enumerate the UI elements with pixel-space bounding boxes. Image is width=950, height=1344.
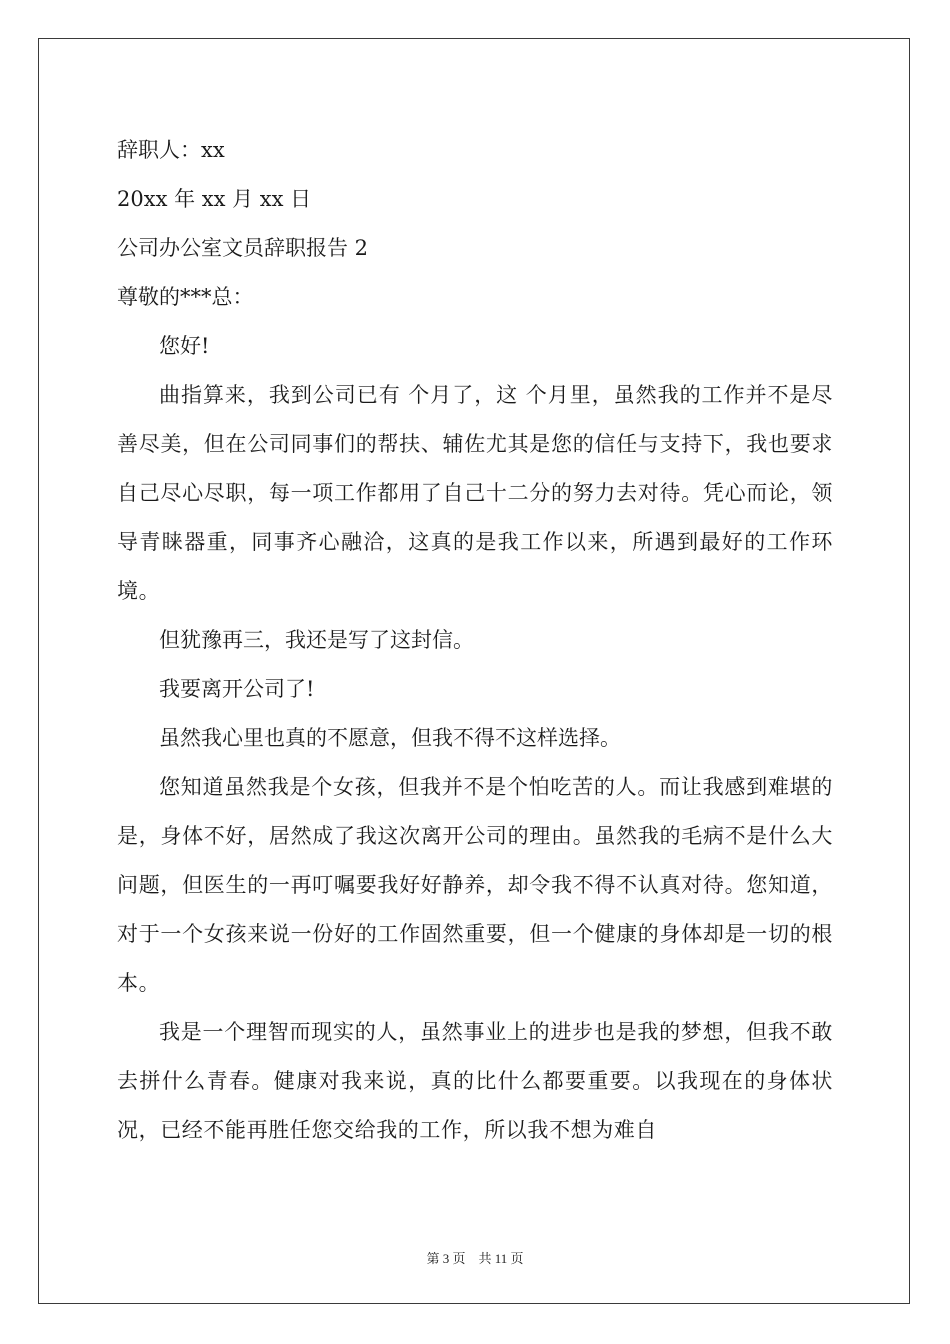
date-line: 20xx 年 xx 月 xx 日 [117, 187, 312, 211]
resigner-line: 辞职人：xx [117, 138, 225, 162]
paragraph-4: 虽然我心里也真的不愿意，但我不得不这样选择。 [159, 726, 621, 750]
document-body [117, 126, 833, 1155]
paragraph-5: 您知道虽然我是个女孩，但我并不是个怕吃苦的人。而让我感到难堪的是，身体不好，居然成了我这次离开公司的理由。虽然我的毛病不是什么大问题，但医生的一再叮嘱要我好好静养，却令我不得不认真对待。您知道，对于一个女孩来说一份好的工作固然重要，但一个健康的身体却是一切的根本。 [117, 775, 833, 995]
paragraph-6: 我是一个理智而现实的人，虽然事业上的进步也是我的梦想，但我不敢去拼什么青春。健康对我来说，真的比什么都要重要。以我现在的身体状况，已经不能再胜任您交给我的工作，所以我不想为难自 [117, 1020, 833, 1142]
salutation: 尊敬的***总： [117, 285, 254, 309]
greeting: 您好! [159, 334, 210, 358]
document-title: 公司办公室文员辞职报告 2 [117, 236, 369, 260]
paragraph-2: 但犹豫再三，我还是写了这封信。 [159, 628, 474, 652]
page-footer [0, 1248, 950, 1267]
paragraph-3: 我要离开公司了! [159, 677, 315, 701]
paragraph-1: 曲指算来，我到公司已有 个月了，这 个月里，虽然我的工作并不是尽善尽美，但在公司同事们的帮扶、辅佐尤其是您的信任与支持下，我也要求自己尽心尽职，每一项工作都用了自己十二分的努力去对待。凭心而论，领导青睐器重，同事齐心融洽，这真的是我工作以来，所遇到最好的工作环境。 [117, 383, 833, 603]
page-total: 共 11 页 [478, 1251, 524, 1266]
page-number: 第 3 页 [426, 1251, 466, 1266]
